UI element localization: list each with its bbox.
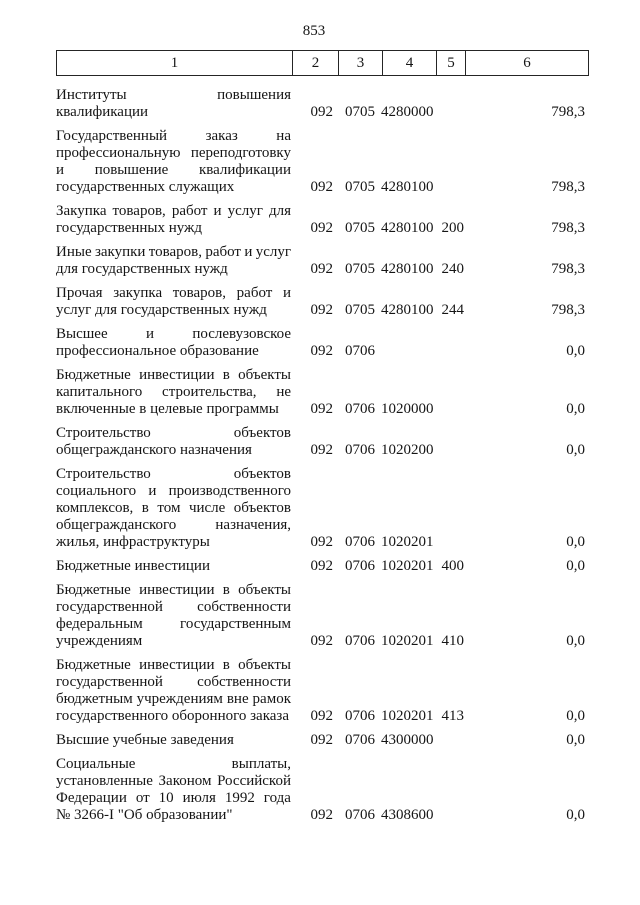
row-name-line: установленные Законом Российской [56,773,291,789]
row-name-line: Бюджетные инвестиции [56,558,210,574]
expense-type-code-cell: 413 [441,708,464,724]
row-name-line: общегражданского назначения [56,442,252,458]
table-row [56,466,640,551]
row-name-line: федеральным государственным [56,616,291,632]
row-name-cell [56,558,291,575]
chapter-code-cell: 092 [310,534,333,550]
target-article-code-cell: 1020201 [381,558,434,574]
row-name-line: услуг для государственных нужд [56,302,267,318]
row-name-line: учреждениям [56,633,143,649]
row-name-cell [56,732,291,749]
chapter-code-cell: 092 [310,401,333,417]
target-article-code-cell: 4300000 [381,732,434,748]
target-article-code-cell: 1020200 [381,442,434,458]
chapter-code-cell: 092 [310,732,333,748]
row-name-line: капитального строительства, не [56,384,291,400]
section-code-cell: 0705 [345,179,375,195]
row-name-line: Иные закупки товаров, работ и услуг [56,244,291,260]
chapter-code-cell: 092 [310,633,333,649]
amount-cell: 0,0 [566,732,585,748]
row-name-cell [56,756,291,824]
table-row [56,425,640,459]
table-row [56,285,640,319]
table-row [56,582,640,650]
row-name-line: Строительство объектов [56,425,291,441]
amount-cell: 798,3 [551,302,585,318]
amount-cell: 0,0 [566,633,585,649]
section-code-cell: 0705 [345,220,375,236]
row-name-line: жилья, инфраструктуры [56,534,210,550]
chapter-code-cell: 092 [310,220,333,236]
target-article-code-cell: 4308600 [381,807,434,823]
expense-type-code-cell: 244 [441,302,464,318]
amount-cell: 0,0 [566,534,585,550]
chapter-code-cell: 092 [310,807,333,823]
row-name-line: Строительство объектов [56,466,291,482]
row-name-line: Высшие учебные заведения [56,732,234,748]
table-header [56,50,589,76]
section-code-cell: 0705 [345,261,375,277]
row-name-line: социального и производственного [56,483,291,499]
chapter-code-cell: 092 [310,261,333,277]
amount-cell: 798,3 [551,179,585,195]
amount-cell: 0,0 [566,558,585,574]
row-name-line: общегражданского назначения, [56,517,291,533]
row-name-line: Социальные выплаты, [56,756,291,772]
amount-cell: 798,3 [551,220,585,236]
section-code-cell: 0705 [345,104,375,120]
section-code-cell: 0706 [345,633,375,649]
section-code-cell: 0706 [345,807,375,823]
target-article-code-cell: 1020000 [381,401,434,417]
row-name-line: бюджетным учреждениям вне рамок [56,691,291,707]
row-name-cell [56,244,291,278]
column-header-5: 5 [436,51,465,75]
row-name-line: включенные в целевые программы [56,401,279,417]
row-name-line: государственных нужд [56,220,203,236]
chapter-code-cell: 092 [310,708,333,724]
row-name-cell [56,425,291,459]
expense-type-code-cell: 410 [441,633,464,649]
table-row [56,128,640,196]
row-name-line: для государственных нужд [56,261,228,277]
column-header-1: 1 [170,54,179,71]
amount-cell: 0,0 [566,343,585,359]
row-name-cell [56,367,291,418]
column-header-4: 4 [382,51,436,75]
amount-cell: 0,0 [566,401,585,417]
row-name-line: Бюджетные инвестиции в объекты [56,367,291,383]
row-name-line: Закупка товаров, работ и услуг для [56,203,291,219]
table-row [56,558,640,575]
column-header-6: 6 [465,51,588,75]
amount-cell: 0,0 [566,442,585,458]
row-name-cell [56,285,291,319]
target-article-code-cell: 1020201 [381,633,434,649]
table-row [56,657,640,725]
amount-cell: 798,3 [551,104,585,120]
table-row [56,244,640,278]
chapter-code-cell: 092 [310,104,333,120]
row-name-line: Высшее и послевузовское [56,326,291,342]
row-name-line: профессиональную переподготовку [56,145,291,161]
amount-cell: 798,3 [551,261,585,277]
target-article-code-cell: 4280100 [381,179,434,195]
row-name-line: Бюджетные инвестиции в объекты [56,582,291,598]
row-name-line: Государственный заказ на [56,128,291,144]
row-name-cell [56,466,291,551]
column-header-3: 3 [338,51,382,75]
section-code-cell: 0706 [345,708,375,724]
row-name-line: государственных служащих [56,179,235,195]
row-name-line: комплексов, в том числе объектов [56,500,291,516]
section-code-cell: 0706 [345,534,375,550]
target-article-code-cell: 4280100 [381,302,434,318]
section-code-cell: 0705 [345,302,375,318]
table-row [56,756,640,824]
row-name-cell [56,582,291,650]
row-name-line: Прочая закупка товаров, работ и [56,285,291,301]
row-name-line: № 3266-I "Об образовании" [56,807,233,823]
amount-cell: 0,0 [566,708,585,724]
section-code-cell: 0706 [345,442,375,458]
row-name-line: квалификации [56,104,149,120]
row-name-line: и повышение квалификации [56,162,291,178]
chapter-code-cell: 092 [310,558,333,574]
expense-type-code-cell: 400 [441,558,464,574]
target-article-code-cell: 4280000 [381,104,434,120]
table-row [56,203,640,237]
target-article-code-cell: 4280100 [381,220,434,236]
amount-cell: 0,0 [566,807,585,823]
expense-type-code-cell: 240 [441,261,464,277]
row-name-line: государственной собственности [56,674,291,690]
target-article-code-cell: 1020201 [381,534,434,550]
row-name-line: Бюджетные инвестиции в объекты [56,657,291,673]
table-body [56,87,640,824]
target-article-code-cell: 4280100 [381,261,434,277]
section-code-cell: 0706 [345,558,375,574]
row-name-line: Федерации от 10 июля 1992 года [56,790,291,806]
chapter-code-cell: 092 [310,343,333,359]
chapter-code-cell: 092 [310,442,333,458]
row-name-line: профессиональное образование [56,343,259,359]
table-row [56,87,640,121]
section-code-cell: 0706 [345,401,375,417]
chapter-code-cell: 092 [310,179,333,195]
column-header-2: 2 [292,51,338,75]
row-name-cell [56,326,291,360]
expense-type-code-cell: 200 [441,220,464,236]
row-name-line: государственной собственности [56,599,291,615]
row-name-cell [56,128,291,196]
page-number: 853 [302,23,326,39]
table-row [56,732,640,749]
row-name-line: государственного оборонного заказа [56,708,290,724]
section-code-cell: 0706 [345,732,375,748]
table-row [56,326,640,360]
section-code-cell: 0706 [345,343,375,359]
row-name-cell [56,657,291,725]
row-name-cell [56,203,291,237]
row-name-line: Институты повышения [56,87,291,103]
table-row [56,367,640,418]
row-name-cell [56,87,291,121]
target-article-code-cell: 1020201 [381,708,434,724]
chapter-code-cell: 092 [310,302,333,318]
